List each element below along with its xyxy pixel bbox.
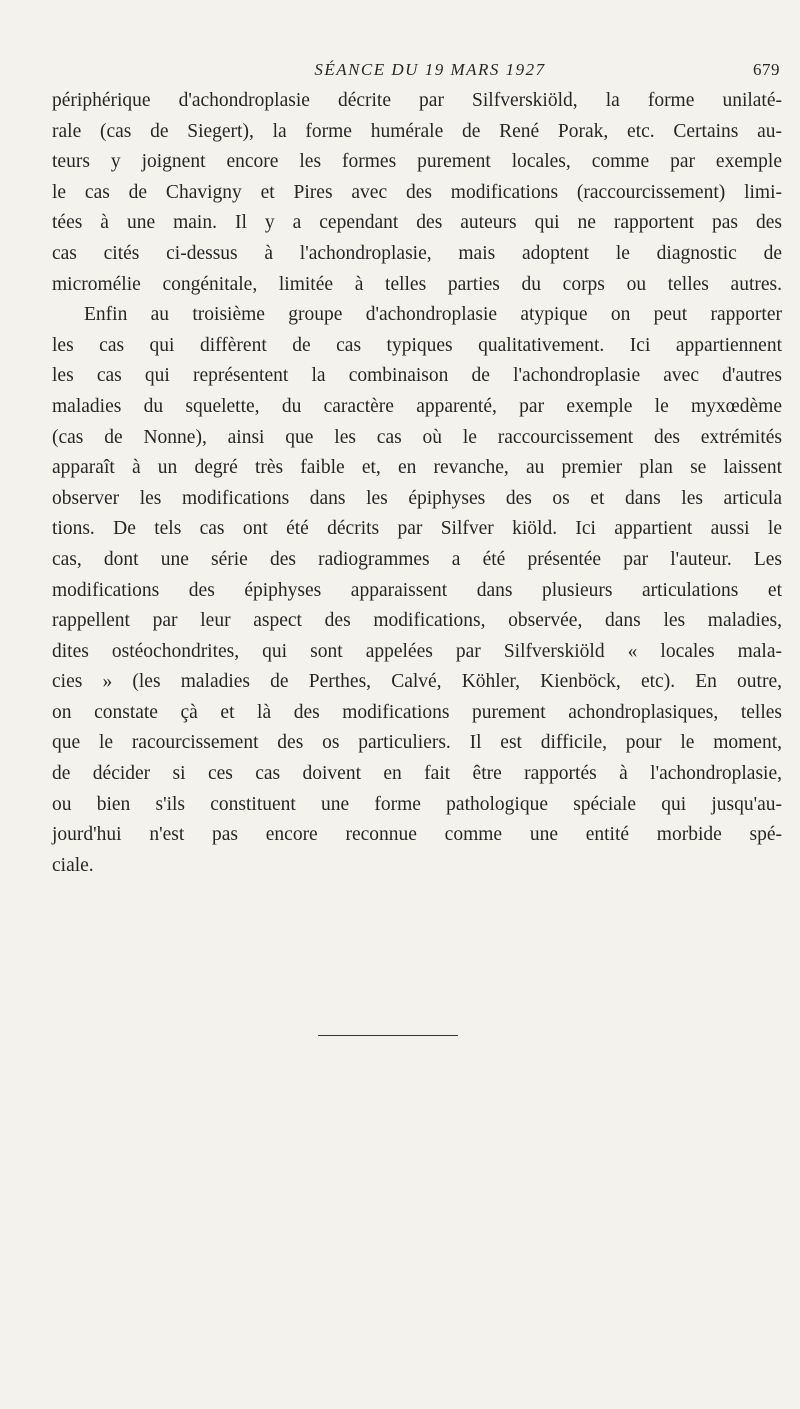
text-line: les cas qui diffèrent de cas typiques qualitativement. Ici appartiennent: [52, 334, 782, 356]
text-line: rale (cas de Siegert), la forme humérale de René Porak, etc. Certains au-: [52, 120, 782, 142]
text-line: cas cités ci-dessus à l'achondroplasie, mais adoptent le diagnostic de: [52, 242, 782, 264]
text-line: ou bien s'ils constituent une forme pathologique spéciale qui jusqu'au-: [52, 793, 782, 815]
text-line: jourd'hui n'est pas encore reconnue comme une entité morbide spé-: [52, 824, 782, 846]
text-line: cas, dont une série des radiogrammes a été présentée par l'auteur. Les: [52, 548, 782, 570]
text-line: apparaît à un degré très faible et, en revanche, au premier plan se laissent: [52, 457, 782, 479]
text-line: tions. De tels cas ont été décrits par Silfver kiöld. Ici appartient aussi le: [52, 518, 782, 540]
text-line: observer les modifications dans les épiphyses des os et dans les articula: [52, 487, 782, 509]
section-divider-rule: [318, 1035, 458, 1036]
text-line: modifications des épiphyses apparaissent dans plusieurs articulations et: [52, 579, 782, 601]
header-title: SÉANCE DU 19 MARS 1927: [314, 60, 546, 79]
running-header: [40, 60, 780, 86]
text-line: le cas de Chavigny et Pires avec des modifications (raccourcissement) limi-: [52, 181, 782, 203]
text-line: périphérique d'achondroplasie décrite par Silfverskiöld, la forme unilaté-: [52, 90, 782, 111]
text-line: maladies du squelette, du caractère apparenté, par exemple le myxœdème: [52, 395, 782, 417]
text-line: de décider si ces cas doivent en fait être rapportés à l'achondroplasie,: [52, 763, 782, 785]
text-line: on constate çà et là des modifications purement achondroplasiques, telles: [52, 701, 782, 723]
text-line: (cas de Nonne), ainsi que les cas où le raccourcissement des extrémités: [52, 426, 782, 448]
text-line: teurs y joignent encore les formes purement locales, comme par exemple: [52, 151, 782, 173]
text-line: les cas qui représentent la combinaison de l'achondroplasie avec d'autres: [52, 365, 782, 387]
text-line: micromélie congénitale, limitée à telles parties du corps ou telles autres.: [52, 273, 782, 295]
text-line: que le racourcissement des os particuliers. Il est difficile, pour le moment,: [52, 732, 782, 754]
text-line: rappellent par leur aspect des modifications, observée, dans les maladies,: [52, 610, 782, 632]
text-line: ciale.: [52, 854, 94, 876]
text-line: Enfin au troisième groupe d'achondroplasie atypique on peut rapporter: [84, 304, 782, 326]
text-line: tées à une main. Il y a cependant des auteurs qui ne rapportent pas des: [52, 212, 782, 234]
text-line: dites ostéochondrites, qui sont appelées par Silfverskiöld « locales mala-: [52, 640, 782, 662]
text-line: cies » (les maladies de Perthes, Calvé, Köhler, Kienböck, etc). En outre,: [52, 671, 782, 693]
body-text: [52, 86, 782, 881]
page-number: 679: [753, 60, 780, 79]
